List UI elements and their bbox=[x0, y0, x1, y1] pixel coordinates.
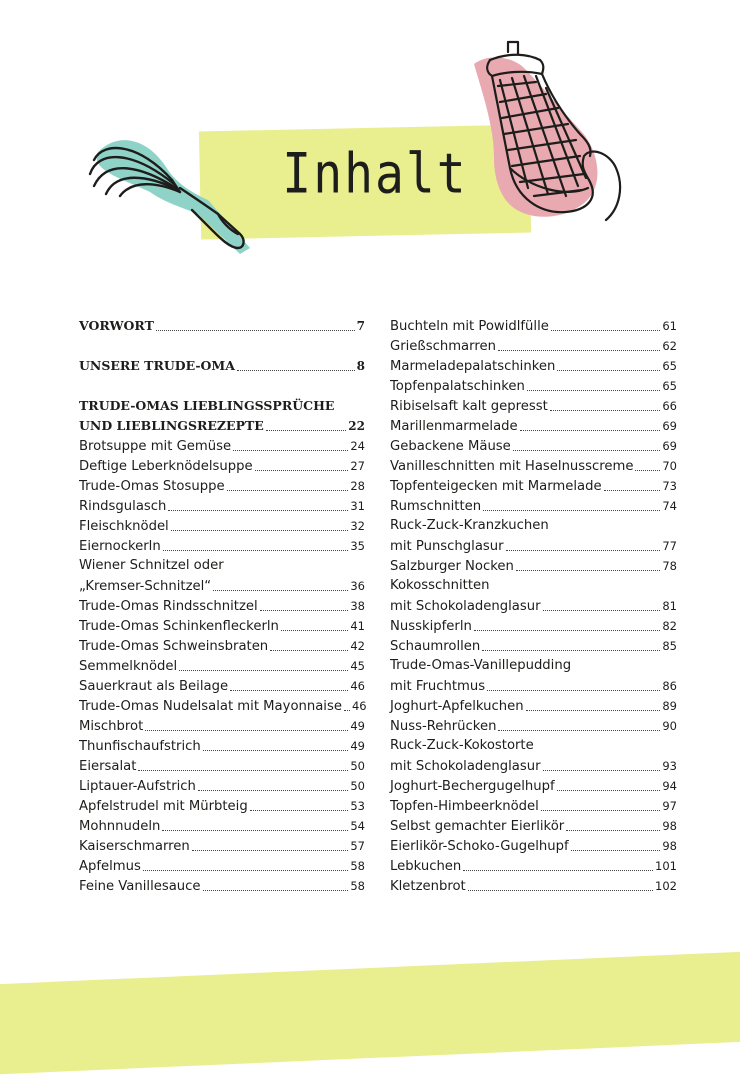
dot-leader bbox=[163, 549, 349, 551]
toc-entry-page: 24 bbox=[350, 439, 365, 453]
dot-leader bbox=[227, 489, 349, 491]
toc-entry-title: Trude-Omas Schweinsbraten bbox=[79, 639, 269, 654]
toc-entry-page: 45 bbox=[350, 659, 365, 673]
toc-entry[interactable] bbox=[390, 476, 677, 496]
toc-entry-page: 70 bbox=[662, 459, 677, 473]
toc-entry-title: Kletzenbrot bbox=[390, 879, 466, 894]
toc-left-column bbox=[79, 316, 365, 896]
toc-entry-title: Trude-Omas-Vanillepudding bbox=[390, 658, 572, 673]
toc-entry[interactable] bbox=[390, 716, 677, 736]
whisk-icon bbox=[80, 130, 260, 270]
toc-entry[interactable] bbox=[390, 496, 677, 516]
toc-entry-page: 46 bbox=[351, 699, 367, 713]
toc-entry-title: Eierlikör-Schoko-Gugelhupf bbox=[390, 839, 569, 854]
dot-leader bbox=[635, 469, 660, 471]
toc-entry[interactable] bbox=[79, 756, 365, 776]
toc-section-entry[interactable] bbox=[79, 416, 365, 436]
toc-entry[interactable] bbox=[390, 736, 677, 756]
dot-leader bbox=[171, 529, 349, 531]
toc-entry-title: „Kremser-Schnitzel“ bbox=[79, 579, 212, 594]
toc-entry[interactable] bbox=[390, 796, 677, 816]
toc-entry-page: 101 bbox=[655, 859, 677, 873]
toc-entry-title: mit Fruchtmus bbox=[390, 679, 486, 694]
toc-entry[interactable] bbox=[79, 816, 365, 836]
dot-leader bbox=[526, 709, 661, 711]
dot-leader bbox=[168, 509, 348, 511]
toc-entry-title: mit Schokoladenglasur bbox=[390, 599, 541, 614]
toc-entry[interactable] bbox=[79, 856, 365, 876]
toc-entry-title: Nusskipferln bbox=[390, 619, 472, 634]
toc-entry-title: Brotsuppe mit Gemüse bbox=[79, 439, 232, 454]
toc-entry[interactable] bbox=[390, 576, 677, 596]
toc-entry-title: Topfenpalatschinken bbox=[390, 379, 525, 394]
toc-entry[interactable] bbox=[79, 716, 365, 736]
toc-entry[interactable] bbox=[79, 736, 365, 756]
toc-entry[interactable] bbox=[390, 556, 677, 576]
dot-leader bbox=[550, 409, 661, 411]
toc-entry-title: Trude-Omas Rindsschnitzel bbox=[79, 599, 258, 614]
dot-leader bbox=[156, 329, 355, 331]
toc-entry-page: 77 bbox=[662, 539, 677, 553]
dot-leader bbox=[557, 789, 661, 791]
toc-entry-title: Nuss-Rehrücken bbox=[390, 719, 497, 734]
toc-entry-title: UND LIEBLINGSREZEPTE bbox=[79, 418, 264, 433]
toc-entry-title: Ruck-Zuck-Kranzkuchen bbox=[390, 518, 549, 533]
toc-entry-title: Topfenteigecken mit Marmelade bbox=[390, 479, 602, 494]
toc-section-entry[interactable] bbox=[79, 356, 365, 376]
toc-entry-title: Gebackene Mäuse bbox=[390, 439, 511, 454]
toc-entry-title: Feine Vanillesauce bbox=[79, 879, 201, 894]
dot-leader bbox=[541, 809, 661, 811]
toc-entry-title: Thunfischaufstrich bbox=[79, 739, 201, 754]
dot-leader bbox=[143, 869, 348, 871]
toc-section-entry[interactable] bbox=[79, 316, 365, 336]
toc-entry-title: Trude-Omas Nudelsalat mit Mayonnaise bbox=[79, 699, 342, 714]
toc-entry-title: Joghurt-Bechergugelhupf bbox=[390, 779, 555, 794]
toc-entry-page: 50 bbox=[350, 759, 365, 773]
dot-leader bbox=[260, 609, 349, 611]
toc-entry-title: Joghurt-Apfelkuchen bbox=[390, 699, 524, 714]
dot-leader bbox=[483, 509, 660, 511]
toc-entry[interactable] bbox=[390, 516, 677, 536]
toc-entry-title: Liptauer-Aufstrich bbox=[79, 779, 196, 794]
toc-entry-title: Marmeladepalatschinken bbox=[390, 359, 556, 374]
toc-entry[interactable] bbox=[390, 396, 677, 416]
toc-entry-page: 74 bbox=[662, 499, 677, 513]
toc-entry-title: Mischbrot bbox=[79, 719, 144, 734]
dot-leader bbox=[198, 789, 348, 791]
toc-entry[interactable] bbox=[390, 836, 677, 856]
toc-entry[interactable] bbox=[390, 456, 677, 476]
toc-entry[interactable] bbox=[390, 356, 677, 376]
toc-entry-page: 53 bbox=[350, 799, 365, 813]
toc-entry-title: Fleischknödel bbox=[79, 519, 169, 534]
toc-entry-title: UNSERE TRUDE-OMA bbox=[79, 358, 235, 373]
toc-entry[interactable] bbox=[79, 476, 365, 496]
spacer bbox=[79, 376, 365, 396]
toc-entry-page: 58 bbox=[350, 859, 365, 873]
toc-entry-page: 69 bbox=[662, 439, 677, 453]
toc-entry[interactable] bbox=[79, 796, 365, 816]
toc-entry-title: Deftige Leberknödelsuppe bbox=[79, 459, 253, 474]
toc-entry-page: 41 bbox=[350, 619, 365, 633]
dot-leader bbox=[520, 429, 661, 431]
dot-leader bbox=[179, 669, 348, 671]
toc-entry-page: 46 bbox=[350, 679, 365, 693]
dot-leader bbox=[474, 629, 661, 631]
toc-entry-title: Schaumrollen bbox=[390, 639, 481, 654]
toc-entry[interactable] bbox=[79, 576, 365, 596]
toc-entry-title: Apfelmus bbox=[79, 859, 141, 874]
toc-entry[interactable] bbox=[390, 856, 677, 876]
toc-entry[interactable] bbox=[390, 816, 677, 836]
toc-entry-page: 73 bbox=[662, 479, 677, 493]
dot-leader bbox=[513, 449, 661, 451]
dot-leader bbox=[557, 369, 660, 371]
dot-leader bbox=[468, 889, 653, 891]
toc-entry[interactable] bbox=[390, 756, 677, 776]
toc-entry-page: 89 bbox=[662, 699, 677, 713]
dot-leader bbox=[463, 869, 653, 871]
toc-entry[interactable] bbox=[79, 436, 365, 456]
dot-leader bbox=[281, 629, 348, 631]
toc-entry-page: 57 bbox=[350, 839, 365, 853]
toc-entry-page: 90 bbox=[662, 719, 677, 733]
toc-entry[interactable] bbox=[79, 676, 365, 696]
toc-entry-title: Buchteln mit Powidlfülle bbox=[390, 319, 549, 334]
toc-entry-page: 35 bbox=[350, 539, 365, 553]
toc-entry-page: 49 bbox=[350, 739, 365, 753]
toc-entry-title: Apfelstrudel mit Mürbteig bbox=[79, 799, 248, 814]
toc-entry[interactable] bbox=[390, 336, 677, 356]
toc-entry[interactable] bbox=[390, 316, 677, 336]
toc-entry-page: 69 bbox=[662, 419, 677, 433]
toc-entry-title: TRUDE-OMAS LIEBLINGSSPRÜCHE bbox=[79, 398, 335, 413]
toc-entry-page: 49 bbox=[350, 719, 365, 733]
toc-entry[interactable] bbox=[390, 876, 677, 896]
toc-section-entry[interactable] bbox=[79, 396, 365, 416]
toc-entry-page: 50 bbox=[350, 779, 365, 793]
dot-leader bbox=[498, 349, 660, 351]
dot-leader bbox=[192, 849, 349, 851]
toc-entry-title: Semmelknödel bbox=[79, 659, 178, 674]
toc-entry[interactable] bbox=[79, 456, 365, 476]
toc-entry-title: Lebkuchen bbox=[390, 859, 462, 874]
toc-entry-title: Ruck-Zuck-Kokostorte bbox=[390, 738, 534, 753]
dot-leader bbox=[237, 369, 355, 371]
toc-entry-page: 85 bbox=[662, 639, 677, 653]
toc-entry-title: Eiersalat bbox=[79, 759, 137, 774]
toc-entry-title: Selbst gemachter Eierlikör bbox=[390, 819, 565, 834]
toc-entry-title: Trude-Omas Stosuppe bbox=[79, 479, 225, 494]
toc-entry[interactable] bbox=[79, 616, 365, 636]
toc-entry-title: mit Punschglasur bbox=[390, 539, 504, 554]
dot-leader bbox=[543, 609, 661, 611]
toc-entry[interactable] bbox=[79, 536, 365, 556]
dot-leader bbox=[344, 709, 350, 711]
toc-entry-page: 97 bbox=[662, 799, 677, 813]
toc-entry-title: Kokosschnitten bbox=[390, 578, 490, 593]
dot-leader bbox=[203, 889, 349, 891]
toc-entry[interactable] bbox=[79, 776, 365, 796]
toc-entry-title: Grießschmarren bbox=[390, 339, 496, 354]
toc-entry[interactable] bbox=[390, 776, 677, 796]
toc-entry-page: 65 bbox=[662, 359, 677, 373]
toc-entry[interactable] bbox=[79, 596, 365, 616]
dot-leader bbox=[571, 849, 661, 851]
dot-leader bbox=[255, 469, 349, 471]
toc-entry-page: 54 bbox=[350, 819, 365, 833]
dot-leader bbox=[213, 589, 348, 591]
toc-entry[interactable] bbox=[390, 636, 677, 656]
dot-leader bbox=[498, 729, 660, 731]
dot-leader bbox=[145, 729, 348, 731]
dot-leader bbox=[506, 549, 661, 551]
oven-mitt-icon bbox=[470, 38, 630, 238]
toc-entry-page: 86 bbox=[662, 679, 677, 693]
toc-entry-page: 42 bbox=[350, 639, 365, 653]
toc-entry-title: Rumschnitten bbox=[390, 499, 482, 514]
page-title: Inhalt bbox=[282, 141, 468, 207]
spacer bbox=[79, 336, 365, 356]
toc-entry-page: 61 bbox=[662, 319, 677, 333]
toc-entry[interactable] bbox=[79, 636, 365, 656]
toc-entry-page: 62 bbox=[662, 339, 677, 353]
toc-entry-page: 65 bbox=[662, 379, 677, 393]
toc-entry-title: Topfen-Himbeerknödel bbox=[390, 799, 539, 814]
toc-entry[interactable] bbox=[390, 656, 677, 676]
toc-entry[interactable] bbox=[79, 496, 365, 516]
toc-entry-title: Eiernockerln bbox=[79, 539, 161, 554]
dot-leader bbox=[266, 429, 346, 431]
toc-entry-page: 98 bbox=[662, 839, 677, 853]
toc-entry-title: Salzburger Nocken bbox=[390, 559, 514, 574]
toc-entry-page: 94 bbox=[662, 779, 677, 793]
toc-entry[interactable] bbox=[79, 876, 365, 896]
toc-entry[interactable] bbox=[390, 416, 677, 436]
toc-entry-page: 32 bbox=[350, 519, 365, 533]
toc-entry-title: VORWORT bbox=[79, 318, 154, 333]
decorative-bottom-stripe bbox=[0, 950, 740, 1075]
toc-entry[interactable] bbox=[390, 376, 677, 396]
toc-entry[interactable] bbox=[390, 696, 677, 716]
toc-entry-title: Marillenmarmelade bbox=[390, 419, 518, 434]
dot-leader bbox=[604, 489, 661, 491]
toc-entry-page: 82 bbox=[662, 619, 677, 633]
dot-leader bbox=[230, 689, 348, 691]
toc-entry-title: Vanilleschnitten mit Haselnusscreme bbox=[390, 459, 634, 474]
dot-leader bbox=[270, 649, 348, 651]
dot-leader bbox=[138, 769, 348, 771]
toc-entry[interactable] bbox=[79, 656, 365, 676]
toc-entry-page: 58 bbox=[350, 879, 365, 893]
toc-entry[interactable] bbox=[79, 836, 365, 856]
dot-leader bbox=[250, 809, 349, 811]
toc-entry-page: 22 bbox=[348, 419, 365, 433]
dot-leader bbox=[233, 449, 348, 451]
toc-entry[interactable] bbox=[79, 556, 365, 576]
dot-leader bbox=[162, 829, 348, 831]
toc-entry-page: 66 bbox=[662, 399, 677, 413]
toc-entry-page: 93 bbox=[662, 759, 677, 773]
dot-leader bbox=[482, 649, 660, 651]
toc-entry-title: Ribiselsaft kalt gepresst bbox=[390, 399, 548, 414]
toc-entry-page: 98 bbox=[662, 819, 677, 833]
toc-entry[interactable] bbox=[390, 616, 677, 636]
toc-entry[interactable] bbox=[390, 596, 677, 616]
toc-entry[interactable] bbox=[390, 536, 677, 556]
toc-entry-page: 36 bbox=[350, 579, 365, 593]
toc-entry-title: mit Schokoladenglasur bbox=[390, 759, 541, 774]
dot-leader bbox=[551, 329, 660, 331]
dot-leader bbox=[516, 569, 660, 571]
dot-leader bbox=[543, 769, 661, 771]
toc-entry-page: 78 bbox=[662, 559, 677, 573]
toc-entry-page: 28 bbox=[350, 479, 365, 493]
toc-entry-page: 27 bbox=[350, 459, 365, 473]
toc-entry-title: Rindsgulasch bbox=[79, 499, 167, 514]
dot-leader bbox=[527, 389, 660, 391]
toc-right-column bbox=[390, 316, 677, 896]
toc-entry-title: Mohnnudeln bbox=[79, 819, 161, 834]
toc-entry-page: 7 bbox=[356, 319, 365, 333]
toc-entry[interactable] bbox=[79, 516, 365, 536]
dot-leader bbox=[203, 749, 349, 751]
toc-entry-page: 102 bbox=[655, 879, 677, 893]
toc-entry-title: Wiener Schnitzel oder bbox=[79, 558, 224, 573]
toc-entry-page: 81 bbox=[662, 599, 677, 613]
dot-leader bbox=[566, 829, 660, 831]
toc-entry-page: 38 bbox=[350, 599, 365, 613]
toc-entry-page: 31 bbox=[350, 499, 365, 513]
toc-entry-title: Kaiserschmarren bbox=[79, 839, 190, 854]
toc-entry[interactable] bbox=[390, 676, 677, 696]
toc-entry-page: 8 bbox=[356, 359, 365, 373]
toc-entry[interactable] bbox=[390, 436, 677, 456]
toc-entry-title: Sauerkraut als Beilage bbox=[79, 679, 229, 694]
dot-leader bbox=[487, 689, 660, 691]
toc-entry[interactable] bbox=[79, 696, 365, 716]
toc-entry-title: Trude-Omas Schinkenfleckerln bbox=[79, 619, 279, 634]
